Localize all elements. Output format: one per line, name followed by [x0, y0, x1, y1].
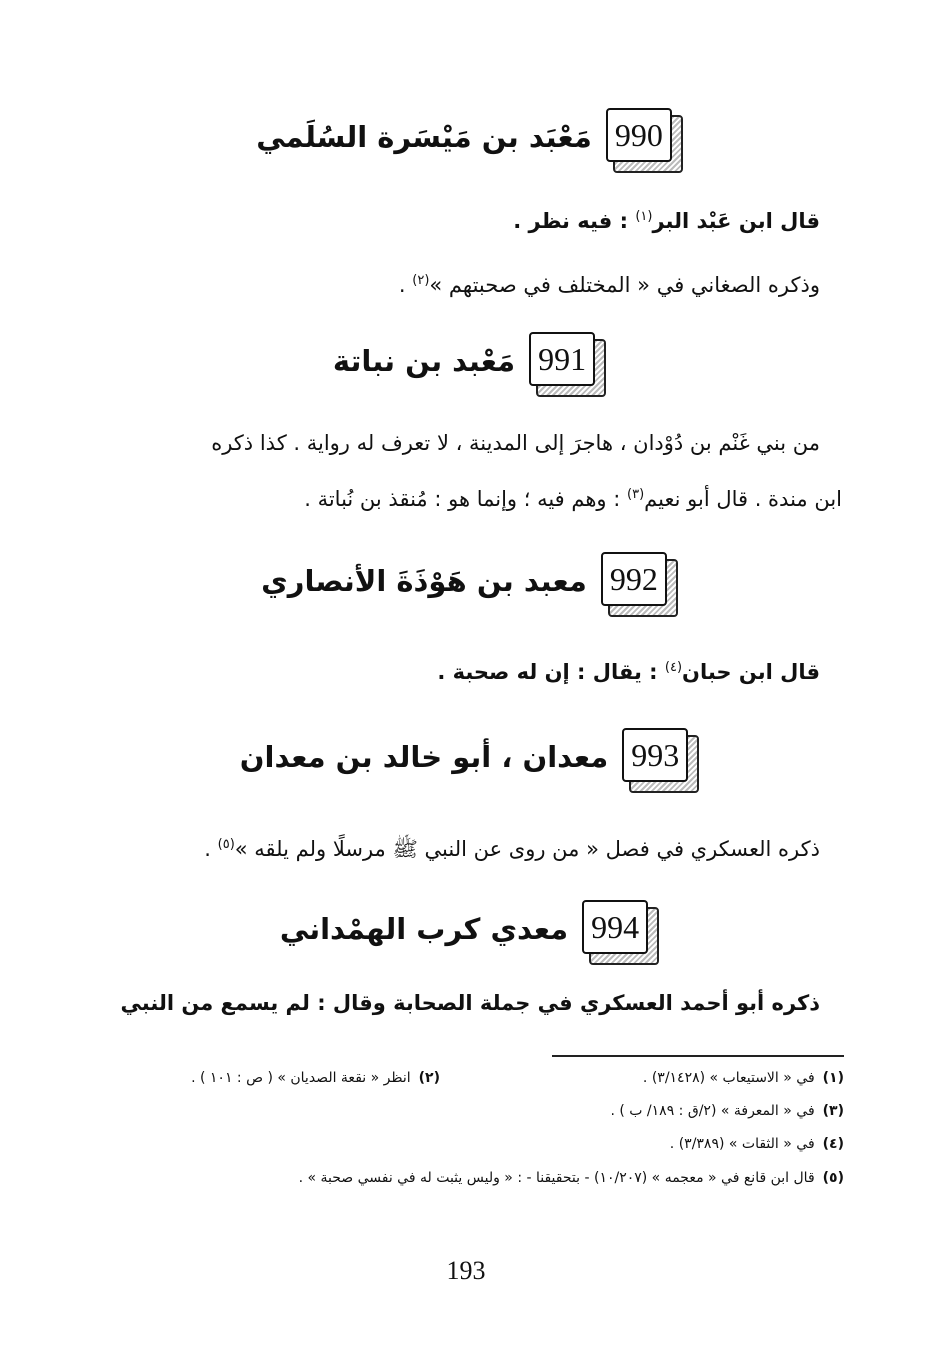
entry-line: ابن مندة . قال أبو نعيم$^{(٣)}$ : وهم فيه ؛ وإنما هو : مُنقذ بن نُباتة .	[304, 487, 842, 511]
entry-heading	[0, 332, 932, 390]
page-number: 193	[446, 1256, 486, 1285]
entry-number-box	[622, 728, 692, 786]
entry-number: 990	[606, 108, 672, 162]
entry-line: ذكره العسكري في فصل « من روى عن النبي ﷺ مرسلًا ولم يلقه »$^{(٥)}$ .	[204, 837, 820, 861]
entry-heading	[0, 108, 932, 166]
entry-heading	[0, 552, 932, 610]
footnote: (١)في « الاستيعاب » (٣/١٤٢٨) .	[642, 1070, 844, 1086]
footnote: (٥)قال ابن قانع في « معجمه » (١٠/٢٠٧) - بتحقيقنا - : « وليس يثبت له في نفسي صحبة » .	[298, 1170, 844, 1186]
footnote: (٢)انظر « نقعة الصديان » ( ص : ١٠١ ) .	[191, 1070, 440, 1086]
footnote-divider	[552, 1055, 844, 1057]
entry-line: وذكره الصغاني في « المختلف في صحبتهم »$^{(٢)}$ .	[398, 273, 820, 297]
entry-heading	[0, 900, 932, 958]
entry-number-box	[601, 552, 671, 610]
entry-name: مَعْبد بن نباتة	[332, 344, 516, 378]
entry-line: ذكره أبو أحمد العسكري في جملة الصحابة وقال : لم يسمع من النبي	[120, 991, 820, 1015]
entry-number: 992	[601, 552, 667, 606]
entry-number: 991	[529, 332, 595, 386]
entry-line: قال ابن حبان$^{(٤)}$ : يقال : إن له صحبة .	[437, 660, 820, 684]
footnote: (٣)في « المعرفة » (٢/ق : ١٨٩/ ب ) .	[610, 1103, 844, 1119]
entry-line: من بني غَنْم بن دُوْدان ، هاجرَ إلى المدينة ، لا تعرف له رواية . كذا ذكره	[211, 431, 820, 455]
entry-number: 994	[582, 900, 648, 954]
entry-name: مَعْبَد بن مَيْسَرة السُلَمي	[256, 120, 592, 154]
entry-number-box	[529, 332, 599, 390]
footnote: (٤)في « الثقات » (٣/٣٨٩) .	[669, 1136, 844, 1152]
entry-number-box	[606, 108, 676, 166]
entry-line: قال ابن عَبْد البر$^{(١)}$ : فيه نظر .	[513, 209, 820, 233]
entry-number: 993	[622, 728, 688, 782]
entry-name: معبد بن هَوْذَةَ الأنصاري	[261, 564, 587, 598]
entry-name: معدان ، أبو خالد بن معدان	[239, 740, 609, 774]
entry-name: معدي كرب الهمْداني	[279, 912, 569, 946]
entry-heading	[0, 728, 932, 786]
entry-number-box	[582, 900, 652, 958]
